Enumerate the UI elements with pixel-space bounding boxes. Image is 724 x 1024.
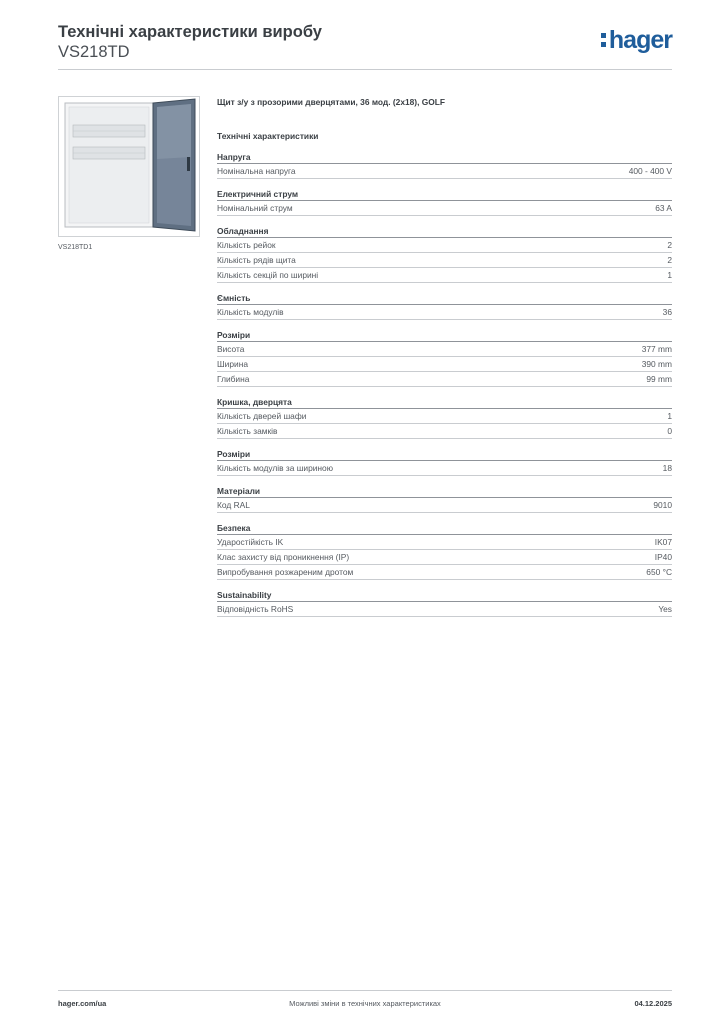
spec-value: 0: [667, 426, 672, 436]
spec-value: 1: [667, 411, 672, 421]
spec-group-title: Електричний струм: [217, 188, 672, 201]
spec-label: Кількість рядів щита: [217, 255, 296, 265]
spec-group-title: Ємність: [217, 292, 672, 305]
spec-group: [217, 448, 672, 476]
spec-label: Кількість модулів: [217, 307, 284, 317]
spec-group: [217, 485, 672, 513]
spec-label: Глибина: [217, 374, 250, 384]
spec-label: Відповідність RoHS: [217, 604, 294, 614]
spec-value: 9010: [653, 500, 672, 510]
spec-groups: [217, 151, 672, 617]
spec-row: [217, 305, 672, 320]
spec-group-title: Матеріали: [217, 485, 672, 498]
spec-row: [217, 238, 672, 253]
product-code: VS218TD: [58, 43, 130, 61]
spec-label: Кількість рейок: [217, 240, 276, 250]
spec-value: 377 mm: [641, 344, 672, 354]
spec-row: [217, 164, 672, 179]
spec-row: [217, 550, 672, 565]
spec-value: 2: [667, 240, 672, 250]
spec-group-title: Кришка, дверцята: [217, 396, 672, 409]
spec-value: Yes: [658, 604, 672, 614]
spec-row: [217, 498, 672, 513]
spec-group: [217, 396, 672, 439]
spec-row: [217, 372, 672, 387]
spec-value: IP40: [654, 552, 672, 562]
footer-date: 04.12.2025: [634, 999, 672, 1008]
spec-value: 18: [662, 463, 672, 473]
footer-notice: Можливі зміни в технічних характеристиках: [289, 999, 441, 1008]
spec-label: Код RAL: [217, 500, 250, 510]
spec-label: Номінальний струм: [217, 203, 293, 213]
spec-group-title: Обладнання: [217, 225, 672, 238]
product-name: Щит з/у з прозорими дверцятами, 36 мод. (2x18), GOLF: [217, 97, 446, 107]
page-title: Технічні характеристики виробу: [58, 23, 322, 41]
spec-label: Ударостійкість IK: [217, 537, 284, 547]
footer-website[interactable]: hager.com/ua: [58, 999, 107, 1008]
product-image: [58, 96, 200, 237]
spec-value: 650 °C: [646, 567, 672, 577]
spec-value: 99 mm: [646, 374, 672, 384]
spec-group-title: Напруга: [217, 151, 672, 164]
spec-value: 63 A: [655, 203, 672, 213]
page-footer: [58, 990, 672, 1010]
spec-group-title: Sustainability: [217, 589, 672, 602]
spec-row: [217, 268, 672, 283]
spec-value: IK07: [654, 537, 672, 547]
spec-group: [217, 522, 672, 580]
spec-label: Кількість дверей шафи: [217, 411, 307, 421]
logo-mark-icon: [601, 30, 607, 50]
spec-row: [217, 253, 672, 268]
spec-label: Висота: [217, 344, 245, 354]
spec-row: [217, 424, 672, 439]
spec-label: Кількість секцій по ширині: [217, 270, 319, 280]
spec-group: [217, 329, 672, 387]
spec-label: Клас захисту від проникнення (IP): [217, 552, 350, 562]
spec-label: Випробування розжареним дротом: [217, 567, 354, 577]
spec-row: [217, 342, 672, 357]
spec-section: [217, 96, 672, 617]
spec-group: [217, 225, 672, 283]
spec-label: Кількість замків: [217, 426, 278, 436]
logo-text: hager: [608, 26, 672, 54]
page-header: [58, 22, 672, 70]
spec-group-title: Безпека: [217, 522, 672, 535]
spec-section-title: Технічні характеристики: [217, 131, 319, 141]
spec-label: Ширина: [217, 359, 248, 369]
spec-value: 36: [662, 307, 672, 317]
spec-label: Номінальна напруга: [217, 166, 296, 176]
spec-row: [217, 409, 672, 424]
image-caption: VS218TD1: [58, 244, 93, 251]
spec-row: [217, 357, 672, 372]
spec-value: 2: [667, 255, 672, 265]
spec-row: [217, 565, 672, 580]
spec-group-title: Розміри: [217, 329, 672, 342]
enclosure-illustration: [59, 97, 199, 236]
spec-group: [217, 188, 672, 216]
spec-value: 1: [667, 270, 672, 280]
spec-row: [217, 201, 672, 216]
spec-label: Кількість модулів за шириною: [217, 463, 333, 473]
spec-group-title: Розміри: [217, 448, 672, 461]
spec-row: [217, 535, 672, 550]
spec-group: [217, 151, 672, 179]
spec-value: 400 - 400 V: [628, 166, 672, 176]
hager-logo: [601, 26, 672, 54]
spec-row: [217, 602, 672, 617]
spec-row: [217, 461, 672, 476]
spec-group: [217, 589, 672, 617]
spec-value: 390 mm: [641, 359, 672, 369]
spec-group: [217, 292, 672, 320]
